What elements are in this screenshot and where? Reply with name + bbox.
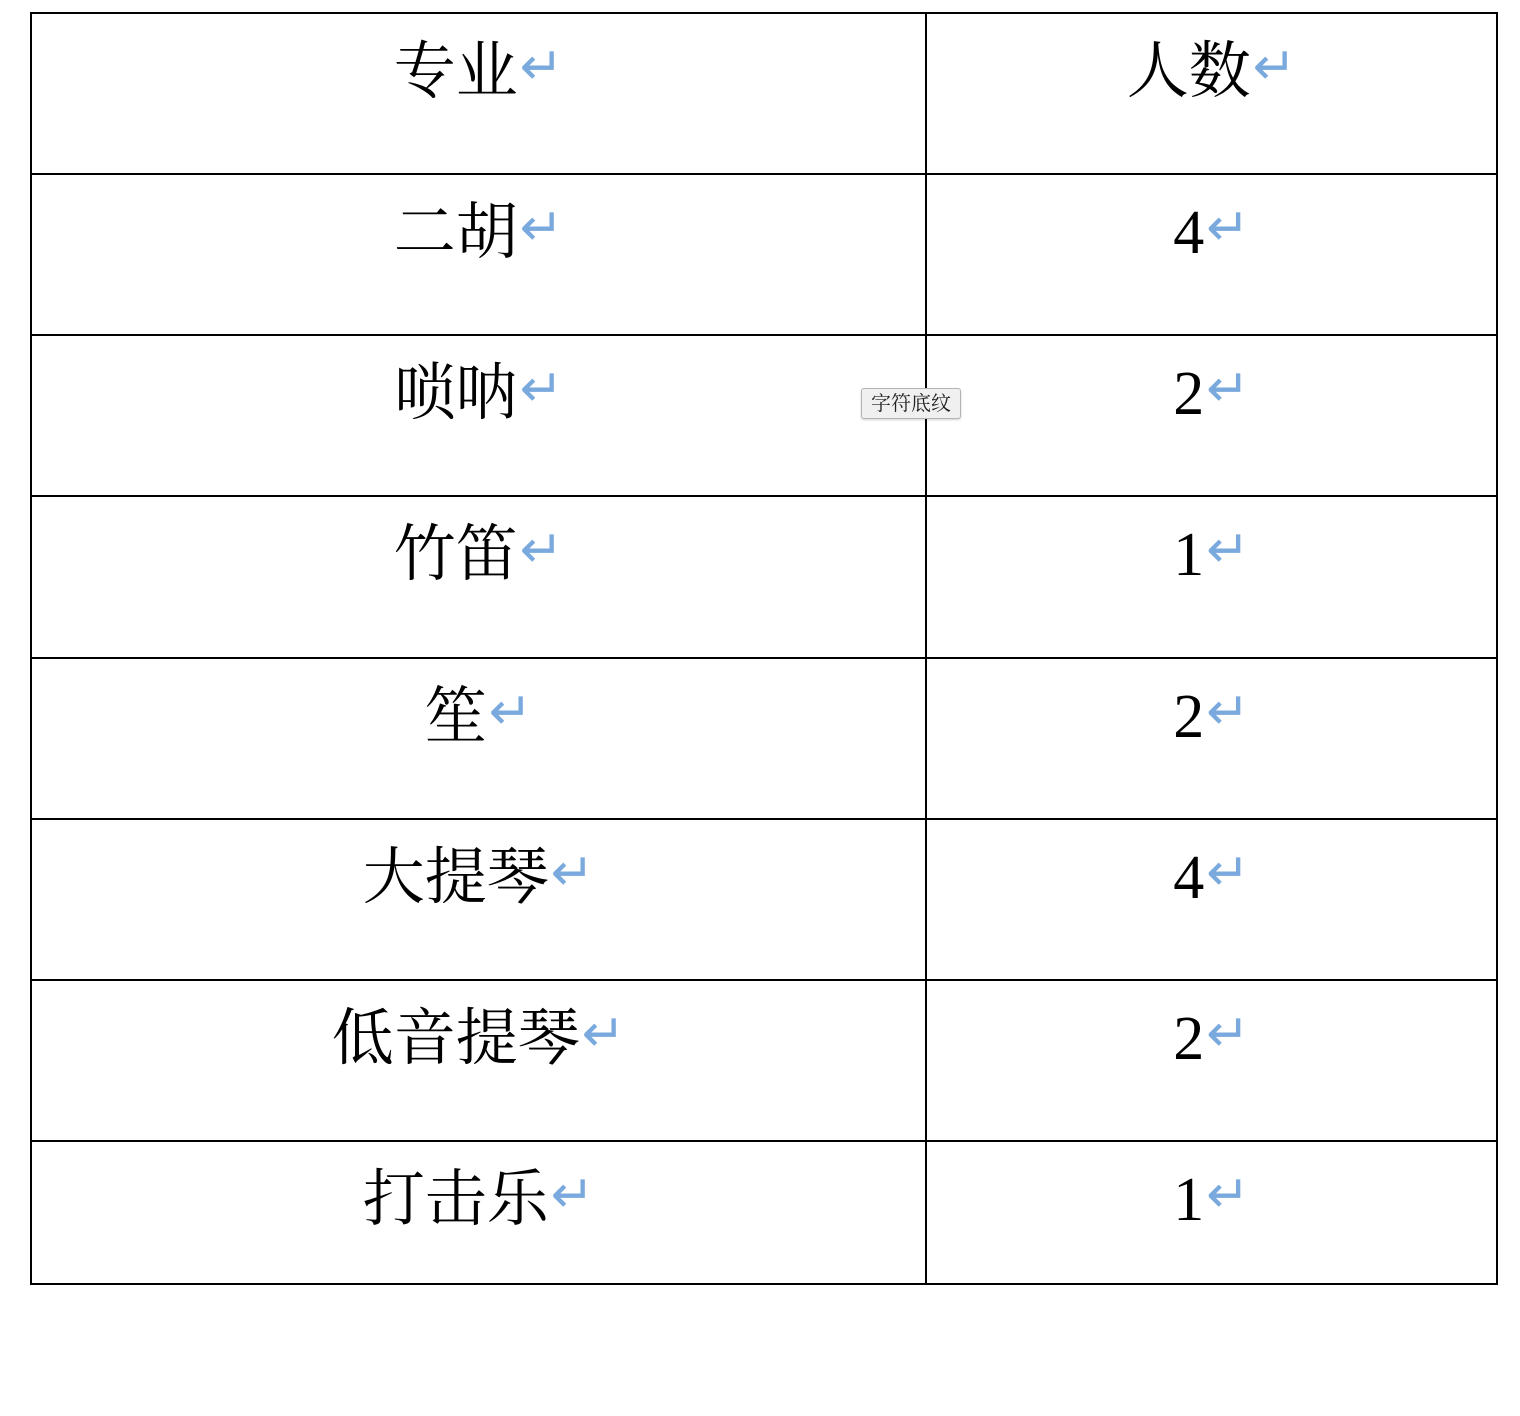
pilcrow-icon: ↵ xyxy=(519,359,564,420)
cell-text: 2↵ xyxy=(1173,359,1250,429)
table-cell-count-header[interactable] xyxy=(926,13,1497,174)
table-cell-major[interactable] xyxy=(31,335,926,496)
table-row xyxy=(31,819,1497,980)
table-cell-major[interactable] xyxy=(31,1141,926,1284)
majors-table xyxy=(30,12,1498,1285)
pilcrow-icon: ↵ xyxy=(1252,37,1297,97)
table-cell-count[interactable] xyxy=(926,658,1497,819)
table-row xyxy=(31,496,1497,657)
tooltip-character-shading: 字符底纹 xyxy=(861,388,961,419)
table-cell-major[interactable] xyxy=(31,496,926,657)
pilcrow-icon: ↵ xyxy=(550,1165,595,1226)
cell-text: 1↵ xyxy=(1173,1165,1250,1235)
header-count-text: 人数↵ xyxy=(1126,37,1297,106)
cell-text: 2↵ xyxy=(1173,681,1250,751)
table-cell-major[interactable] xyxy=(31,174,926,335)
pilcrow-icon: ↵ xyxy=(488,681,533,742)
table-cell-major[interactable] xyxy=(31,658,926,819)
table-header-row xyxy=(31,13,1497,174)
pilcrow-icon: ↵ xyxy=(581,1003,626,1064)
table-row xyxy=(31,658,1497,819)
cell-text: 1↵ xyxy=(1173,520,1250,590)
cell-text: 2↵ xyxy=(1173,1003,1250,1073)
cell-text: 4↵ xyxy=(1173,198,1250,268)
table-row xyxy=(31,1141,1497,1284)
pilcrow-icon: ↵ xyxy=(519,198,564,259)
pilcrow-icon: ↵ xyxy=(1206,681,1250,742)
pilcrow-icon: ↵ xyxy=(1206,842,1250,903)
cell-text: 二胡↵ xyxy=(393,198,564,268)
table-cell-count[interactable] xyxy=(926,335,1497,496)
table-cell-count[interactable] xyxy=(926,1141,1497,1284)
pilcrow-icon: ↵ xyxy=(519,520,564,581)
pilcrow-icon: ↵ xyxy=(1206,198,1250,259)
pilcrow-icon: ↵ xyxy=(550,842,595,903)
pilcrow-icon: ↵ xyxy=(1206,359,1250,420)
table-cell-count[interactable] xyxy=(926,819,1497,980)
cell-text: 竹笛↵ xyxy=(393,520,564,590)
table-row xyxy=(31,335,1497,496)
table-cell-count[interactable] xyxy=(926,496,1497,657)
table-cell-major[interactable] xyxy=(31,819,926,980)
table-cell-major-header[interactable] xyxy=(31,13,926,174)
cell-text: 打击乐↵ xyxy=(362,1165,595,1235)
pilcrow-icon: ↵ xyxy=(519,37,564,97)
table-cell-count[interactable] xyxy=(926,174,1497,335)
cell-text: 低音提琴↵ xyxy=(331,1003,626,1073)
table-row xyxy=(31,980,1497,1141)
cell-text: 大提琴↵ xyxy=(362,842,595,912)
pilcrow-icon: ↵ xyxy=(1206,1165,1250,1226)
table-row xyxy=(31,174,1497,335)
pilcrow-icon: ↵ xyxy=(1206,1003,1250,1064)
cell-text: 4↵ xyxy=(1173,842,1250,912)
pilcrow-icon: ↵ xyxy=(1206,520,1250,581)
cell-text: 唢呐↵ xyxy=(393,359,564,429)
table-cell-major[interactable] xyxy=(31,980,926,1141)
header-major-text: 专业↵ xyxy=(393,37,564,106)
table-cell-count[interactable] xyxy=(926,980,1497,1141)
cell-text: 笙↵ xyxy=(424,681,533,751)
